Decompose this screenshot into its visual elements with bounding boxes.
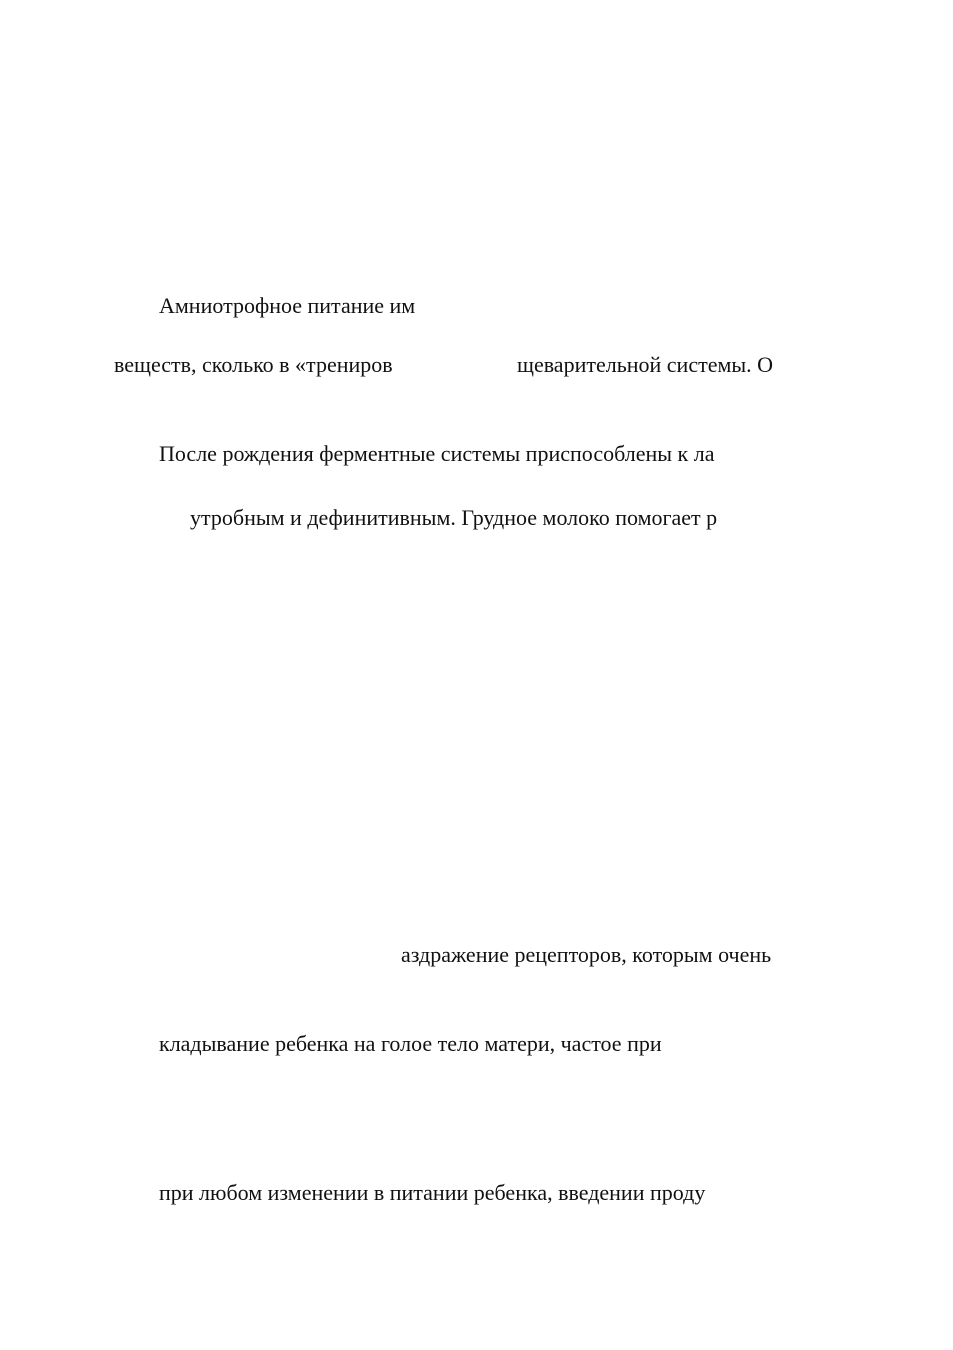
text-line-1: Амниотрофное питание им <box>159 293 416 318</box>
text-line-6: кладывание ребенка на голое тело матери, частое при <box>159 1031 662 1056</box>
text-line-4: утробным и дефинитивным. Грудное молоко помогает р <box>190 505 718 530</box>
text-line-2-left: веществ, сколько в «трениров <box>114 352 393 377</box>
text-line-3: После рождения ферментные системы приспособлены к ла <box>159 441 715 466</box>
text-line-7: при любом изменении в питании ребенка, введении проду <box>159 1180 706 1205</box>
text-line-2 <box>0 351 953 379</box>
text-line-2-right: щеварительной системы. О <box>517 352 774 377</box>
text-line-5: аздражение рецепторов, которым очень <box>401 942 772 967</box>
